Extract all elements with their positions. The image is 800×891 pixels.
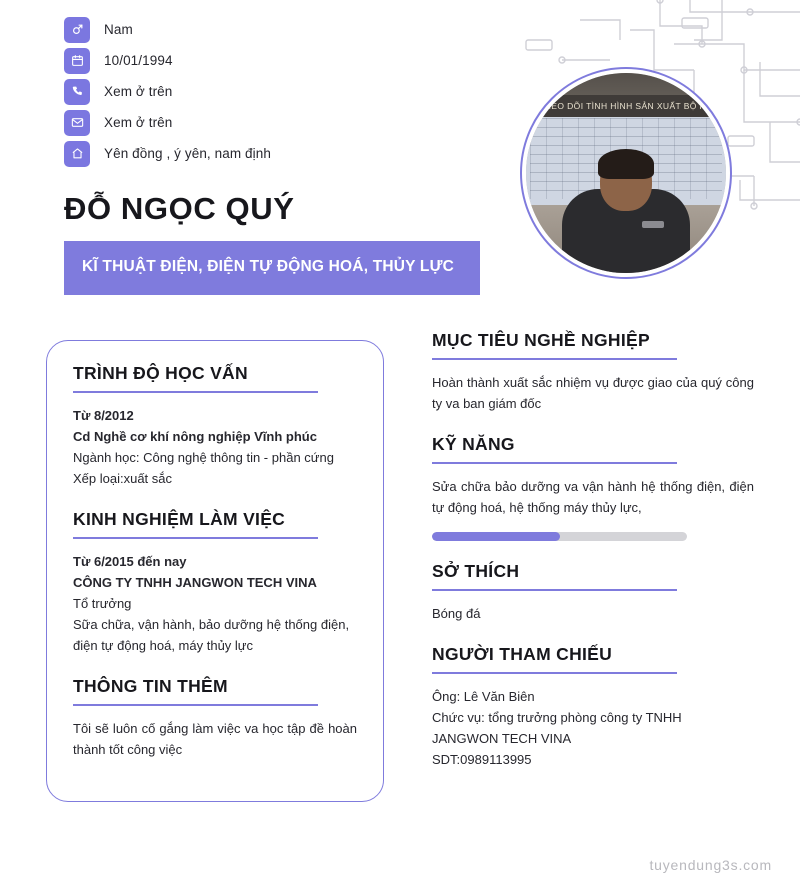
education-school: Cd Nghề cơ khí nông nghiệp Vĩnh phúc — [73, 429, 317, 445]
contact-row — [64, 76, 484, 107]
contact-row — [64, 14, 484, 45]
section-divider — [432, 672, 677, 674]
calendar-icon — [64, 48, 90, 74]
experience-desc-line-1: Sữa chữa, vận hành, bảo dưỡng hệ thống điện, — [73, 617, 350, 633]
contact-list — [64, 14, 484, 169]
contact-row — [64, 138, 484, 169]
contact-row — [64, 45, 484, 76]
email-icon — [64, 110, 90, 136]
reference-role-line-2: JANGWON TECH VINA — [432, 731, 572, 747]
section-heading: KỸ NĂNG — [432, 434, 515, 455]
section-heading: MỤC TIÊU NGHỀ NGHIỆP — [432, 330, 650, 350]
experience-company: CÔNG TY TNHH JANGWON TECH VINA — [73, 575, 317, 591]
section-education — [73, 363, 357, 489]
section-heading: SỞ THÍCH — [432, 561, 520, 582]
contact-text: Yên đồng , ý yên, nam định — [104, 146, 271, 161]
section-divider — [432, 358, 677, 360]
section-divider — [73, 537, 318, 539]
photo-banner-text: THEO DÕI TÌNH HÌNH SẢN XUẤT BỘ P... — [526, 95, 726, 117]
page-title: ĐỖ NGỌC QUÝ — [64, 191, 295, 226]
photo-person-hair — [598, 149, 654, 179]
education-grade: Xếp loại:xuất sắc — [73, 471, 173, 487]
contact-text: Xem ở trên — [104, 115, 173, 130]
section-heading: KINH NGHIỆM LÀM VIỆC — [73, 509, 286, 530]
skill-level-fill — [432, 532, 560, 541]
section-divider — [432, 462, 677, 464]
photo-shirt-logo — [642, 221, 664, 228]
phone-icon — [64, 79, 90, 105]
reference-name: Ông: Lê Văn Biên — [432, 689, 535, 705]
objective-text: Hoàn thành xuất sắc nhiệm vụ được giao của quý công ty va ban giám đốc — [432, 375, 754, 412]
education-period: Từ 8/2012 — [73, 408, 134, 423]
section-divider — [73, 391, 318, 393]
section-experience — [73, 509, 357, 656]
header — [64, 14, 484, 295]
right-column — [432, 330, 754, 770]
section-extra-info — [73, 676, 357, 760]
hobby-text: Bóng đá — [432, 606, 481, 622]
contact-row — [64, 107, 484, 138]
education-major: Ngành học: Công nghệ thông tin - phần cứng — [73, 450, 334, 466]
extra-info-text: Tôi sẽ luôn cố gắng làm việc va học tập đề hoàn thành tốt công việc — [73, 721, 357, 758]
avatar — [520, 67, 732, 279]
reference-role-line-1: Chức vụ: tổng trưởng phòng công ty TNHH — [432, 710, 682, 726]
section-objective — [432, 330, 754, 414]
section-reference — [432, 644, 754, 770]
experience-position: Tổ trưởng — [73, 596, 132, 612]
contact-text: 10/01/1994 — [104, 53, 173, 68]
watermark: tuyendung3s.com — [649, 857, 772, 873]
contact-text: Xem ở trên — [104, 84, 173, 99]
section-skills — [432, 434, 754, 541]
home-icon — [64, 141, 90, 167]
left-column-card — [46, 340, 384, 802]
skills-text: Sửa chữa bảo dưỡng va vận hành hệ thống điện, điện tự động hoá, hệ thống máy thủy lực, — [432, 479, 754, 516]
section-divider — [73, 704, 318, 706]
skill-level-bar — [432, 532, 687, 541]
contact-text: Nam — [104, 22, 133, 37]
gender-icon — [64, 17, 90, 43]
section-divider — [432, 589, 677, 591]
experience-desc-line-2: điện tự động hoá, máy thủy lực — [73, 638, 254, 654]
section-heading: NGƯỜI THAM CHIẾU — [432, 644, 613, 665]
reference-phone: SDT:0989113995 — [432, 752, 532, 768]
avatar-photo — [526, 73, 726, 273]
job-title-band: KĨ THUẬT ĐIỆN, ĐIỆN TỰ ĐỘNG HOÁ, THỦY LỰC — [64, 241, 480, 295]
section-heading: THÔNG TIN THÊM — [73, 676, 228, 697]
section-heading: TRÌNH ĐỘ HỌC VẤN — [73, 363, 248, 383]
section-hobby — [432, 561, 754, 624]
experience-period: Từ 6/2015 đến nay — [73, 554, 187, 570]
